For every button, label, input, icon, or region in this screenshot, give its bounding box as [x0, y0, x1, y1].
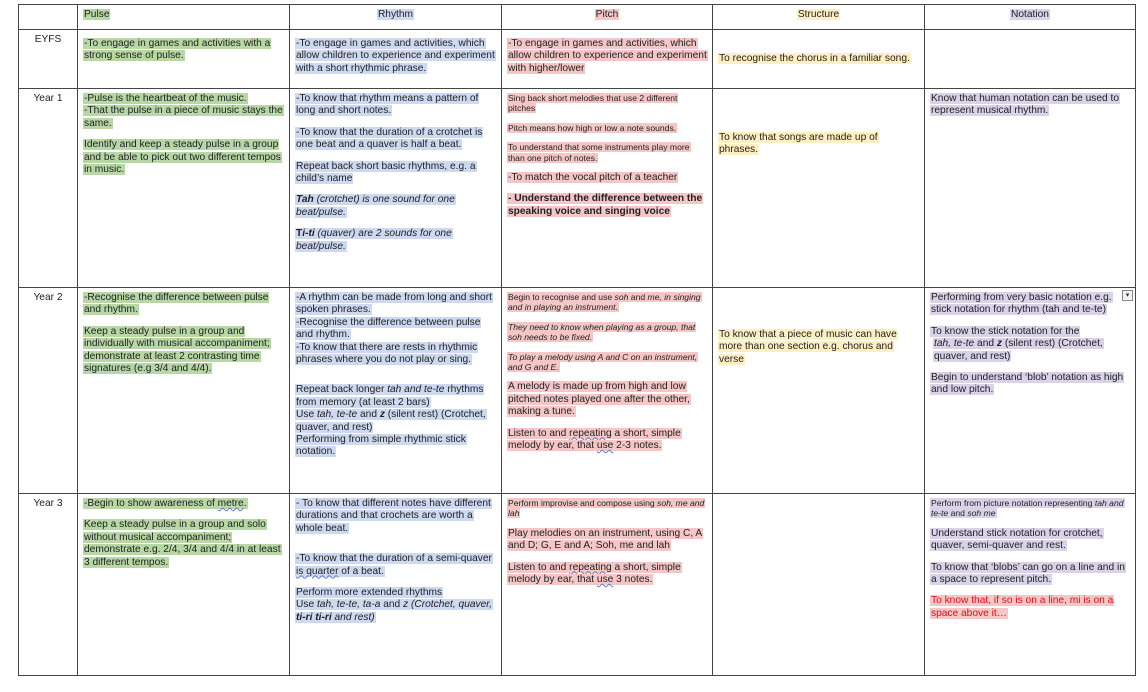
cell-rhythm: - To know that different notes have different durations and that crochets are worth a whole beat. -To know that the duration of a semi-quaver is quarter of a beat. Perform more extended rhythms Use tah, te-te, ta-a and z (Crotchet, quaver, ti-ri ti-ri and rest) — [290, 494, 502, 676]
cell-pitch: -To engage in games and activities, which allow children to experience and experiment with higher/lower — [502, 30, 713, 89]
curriculum-table — [18, 4, 1136, 676]
dropdown-corner-icon[interactable]: ▾ — [1122, 290, 1133, 301]
pulse-item: Identify and keep a steady pulse in a group and be able to pick out two different tempos in music. — [84, 139, 281, 176]
header-corner — [19, 5, 78, 30]
header-rhythm: Rhythm — [290, 5, 502, 30]
cell-pulse: -Begin to show awareness of metre. Keep a steady pulse in a group and solo without musical accompaniment; demonstrate e.g. 2/4, 3/4 and 4/4 in at least 3 different tempos. — [78, 494, 290, 676]
cell-notation: Know that human notation can be used to represent musical rhythm. — [925, 89, 1136, 288]
row-year2 — [19, 288, 1136, 494]
cell-rhythm: -To engage in games and activities, which allow children to experience and experiment with a short rhythmic phrase. — [290, 30, 502, 89]
row-eyfs — [19, 30, 1136, 89]
header-pitch: Pitch — [502, 5, 713, 30]
header-pulse: Pulse — [78, 5, 290, 30]
header-structure: Structure — [713, 5, 925, 30]
cell-notation: ▾ Performing from very basic notation e.g. stick notation for rhythm (tah and te-te) To know the stick notation for the tah, te-te and z (silent rest) (Crotchet, quaver, and rest) Begin to understand ‘blob’ notation as high and low pitch. — [925, 288, 1136, 494]
cell-structure: To recognise the chorus in a familiar song. — [713, 30, 925, 89]
year-label: Year 2 — [19, 288, 78, 494]
cell-pulse — [78, 89, 290, 288]
cell-pitch: Sing back short melodies that use 2 different pitches Pitch means how high or low a note sounds. To understand that some instruments play more than one pitch of notes. -To match the vocal pitch of a teacher - Understand the difference between the speaking voice and singing voice — [502, 89, 713, 288]
cell-pitch: Begin to recognise and use soh and me, in singing and in playing an instrument. They need to know when playing as a group, that soh needs to be fixed. To play a melody using A and C on an instrument, and G and E. A melody is made up from high and low pitched notes played one after the other, making a tune. Listen to and repeating a short, simple melody by ear, that use 2-3 notes. — [502, 288, 713, 494]
cell-structure: To know that songs are made up of phrases. — [713, 89, 925, 288]
pulse-item: -Pulse is the heartbeat of the music. — [84, 93, 247, 104]
cell-structure: To know that a piece of music can have more than one section e.g. chorus and verse — [713, 288, 925, 494]
row-year1 — [19, 89, 1136, 288]
cell-pulse: -To engage in games and activities with a strong sense of pulse. — [78, 30, 290, 89]
header-notation: Notation — [925, 5, 1136, 30]
cell-rhythm: -To know that rhythm means a pattern of long and short notes. -To know that the duration of a crotchet is one beat and a quaver is half a beat. Repeat back short basic rhythms, e.g. a child’s name Tah (crotchet) is one sound for one beat/pulse. Ti-ti (quaver) are 2 sounds for one beat/pulse. — [290, 89, 502, 288]
year-label: Year 3 — [19, 494, 78, 676]
cell-pitch: Perform improvise and compose using soh, me and lah Play melodies on an instrument, using C, A and D; G, E and A; Soh, me and lah Listen to and repeating a short, simple melody by ear, that use 3 notes. — [502, 494, 713, 676]
cell-structure — [713, 494, 925, 676]
cell-notation — [925, 30, 1136, 89]
row-year3 — [19, 494, 1136, 676]
year-label: EYFS — [19, 30, 78, 89]
year-label: Year 1 — [19, 89, 78, 288]
header-row — [19, 5, 1136, 30]
cell-notation: Perform from picture notation representing tah and te-te and soh me Understand stick notation for crotchet, quaver, semi-quaver and rest. To know that ‘blobs’ can go on a line and in a space to represent pitch. To know that, if so is on a line, mi is on a space above it… — [925, 494, 1136, 676]
pulse-item: -That the pulse in a piece of music stays the same. — [84, 105, 283, 129]
cell-pulse: -Recognise the difference between pulse and rhythm. Keep a steady pulse in a group and individually with musical accompaniment; demonstrate at least 2 contrasting time signatures (e.g 3/4 and 4/4). — [78, 288, 290, 494]
cell-rhythm: -A rhythm can be made from long and short spoken phrases. -Recognise the difference between pulse and rhythm. -To know that there are rests in rhythmic phrases where you do not play or sing. Repeat back longer tah and te-te rhythms from memory (at least 2 bars) Use tah, te-te and z (silent rest) (Crotchet, quaver, and rest) Performing from simple rhythmic stick notation. — [290, 288, 502, 494]
